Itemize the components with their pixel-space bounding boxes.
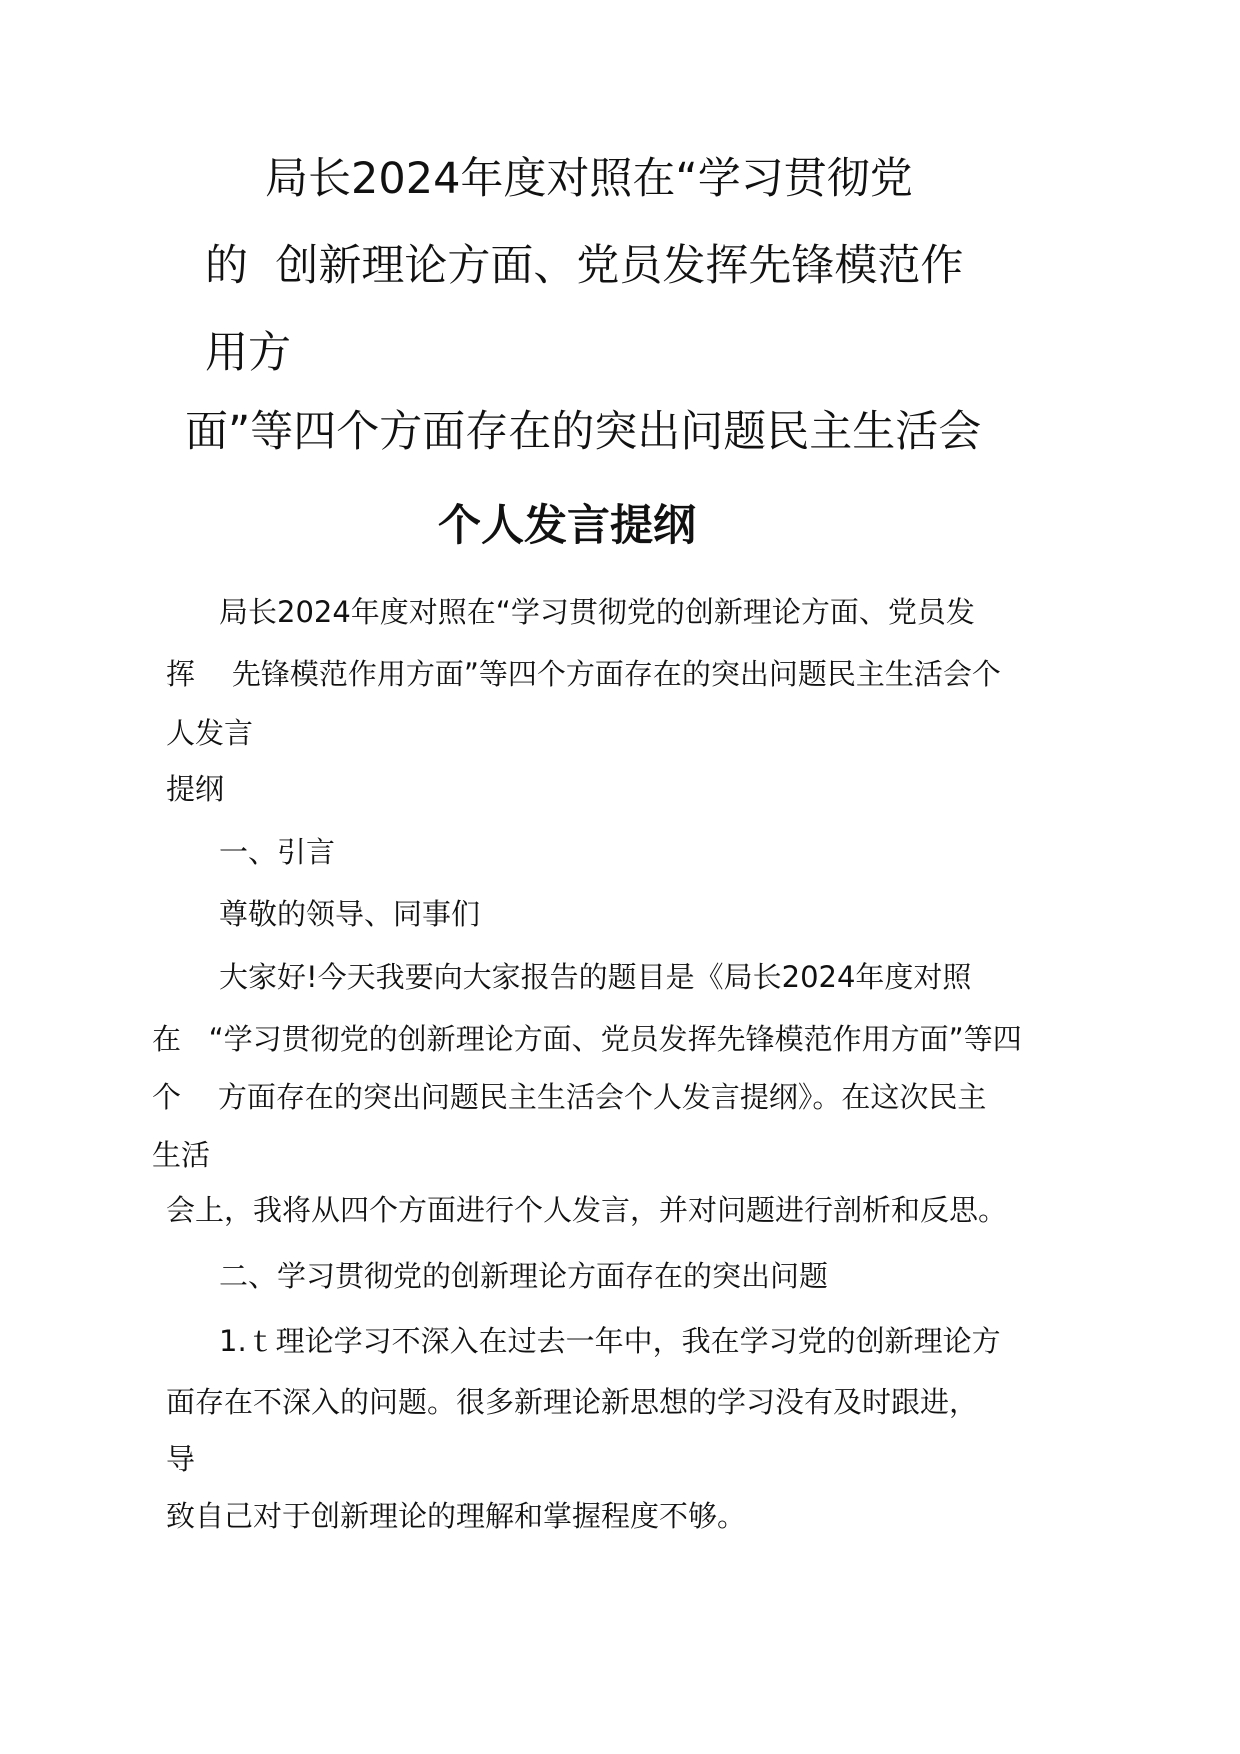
section-heading-introduction: 一、引言 bbox=[219, 835, 336, 869]
intro-line-2: 挥 先锋模范作用方面”等四个方面存在的突出问题民主生活会个 bbox=[166, 657, 1001, 691]
item-1-line-3: 导 bbox=[166, 1442, 196, 1476]
greeting: 尊敬的领导、同事们 bbox=[219, 897, 481, 931]
speech-line-2: 在 “学习贯彻党的创新理论方面、党员发挥先锋模范作用方面”等四 bbox=[152, 1022, 1022, 1056]
item-1-line-4: 致自己对于创新理论的理解和掌握程度不够。 bbox=[166, 1499, 747, 1533]
title-line-2: 的 创新理论方面、党员发挥先锋模范作 bbox=[205, 241, 964, 291]
title-line-1: 局长2024年度对照在“学习贯彻党 bbox=[265, 154, 913, 204]
intro-line-3: 人发言 bbox=[166, 716, 254, 750]
section-heading-theory: 二、学习贯彻党的创新理论方面存在的突出问题 bbox=[219, 1259, 829, 1293]
speech-line-5: 会上，我将从四个方面进行个人发言，并对问题进行剖析和反思。 bbox=[166, 1193, 1008, 1227]
title-line-3: 用方 bbox=[205, 328, 291, 378]
item-1-line-2: 面存在不深入的问题。很多新理论新思想的学习没有及时跟进， bbox=[166, 1385, 979, 1419]
intro-line-1: 局长2024年度对照在“学习贯彻党的创新理论方面、党员发 bbox=[219, 595, 975, 629]
item-1-line-1: 1.ｔ理论学习不深入在过去一年中，我在学习党的创新理论方 bbox=[219, 1324, 1001, 1358]
speech-line-4: 生活 bbox=[152, 1138, 211, 1172]
speech-line-3: 个 方面存在的突出问题民主生活会个人发言提纲》。在这次民主 bbox=[152, 1080, 987, 1114]
document-subtitle: 个人发言提纲 bbox=[438, 501, 696, 551]
speech-line-1: 大家好!今天我要向大家报告的题目是《局长2024年度对照 bbox=[219, 960, 972, 994]
intro-line-4: 提纲 bbox=[166, 772, 225, 806]
title-line-4: 面”等四个方面存在的突出问题民主生活会 bbox=[185, 407, 982, 457]
